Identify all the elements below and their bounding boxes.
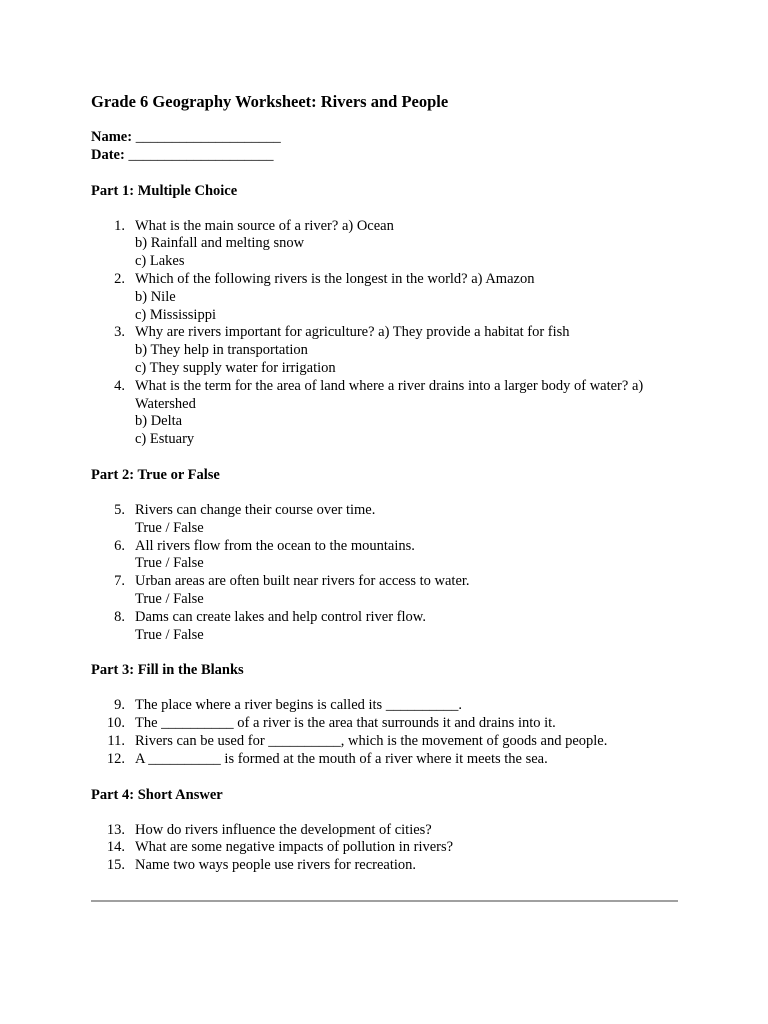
question-text: Urban areas are often built near rivers for access to water.: [135, 573, 470, 590]
question-item: [91, 573, 679, 609]
question-text: The __________ of a river is the area that surrounds it and drains into it.: [135, 715, 556, 732]
date-blank: ____________________: [128, 146, 274, 163]
date-label: Date:: [91, 146, 125, 163]
question-text: Which of the following rivers is the longest in the world? a) Amazon: [135, 270, 535, 287]
question-item: [91, 324, 679, 377]
question-option: True / False: [135, 555, 204, 572]
question-item: [91, 378, 679, 449]
question-number: 12.: [106, 750, 125, 767]
question-option: b) They help in transportation: [135, 342, 308, 359]
question-text: What is the main source of a river? a) Ocean: [135, 217, 394, 234]
date-field: [91, 147, 679, 165]
question-item: [91, 502, 679, 538]
question-option: True / False: [135, 590, 204, 607]
question-text: Rivers can change their course over time.: [135, 501, 376, 518]
question-text: A __________ is formed at the mouth of a river where it meets the sea.: [135, 750, 548, 767]
question-number: 3.: [114, 324, 125, 341]
question-list: [91, 822, 679, 875]
question-option: c) They supply water for irrigation: [135, 359, 336, 376]
question-item: [91, 697, 679, 715]
question-number: 6.: [114, 537, 125, 554]
question-number: 7.: [114, 573, 125, 590]
question-number: 5.: [114, 501, 125, 518]
question-option: b) Nile: [135, 288, 176, 305]
question-item: [91, 733, 679, 751]
worksheet-part-1: [91, 182, 679, 449]
name-label: Name:: [91, 129, 133, 145]
question-item: [91, 751, 679, 769]
question-text: What is the term for the area of land where a river drains into a larger body of water? a): [135, 377, 644, 394]
question-option: c) Mississippi: [135, 306, 216, 323]
question-option: c) Lakes: [135, 253, 185, 270]
question-list: [91, 218, 679, 449]
question-number: 10.: [106, 715, 125, 732]
question-text: The place where a river begins is called its __________.: [135, 697, 462, 714]
question-text: How do rivers influence the development of cities?: [135, 821, 432, 838]
question-list: [91, 697, 679, 768]
question-item: [91, 839, 679, 857]
question-number: 8.: [114, 608, 125, 625]
student-info-fields: [91, 129, 679, 165]
part-heading: Part 3: Fill in the Blanks: [91, 662, 244, 679]
part-heading: Part 1: Multiple Choice: [91, 182, 238, 199]
worksheet-title: Grade 6 Geography Worksheet: Rivers and People: [91, 92, 449, 111]
worksheet-page: [91, 91, 679, 875]
horizontal-rule: [91, 900, 678, 902]
question-number: 4.: [114, 377, 125, 394]
question-number: 11.: [107, 732, 125, 749]
question-text: What are some negative impacts of pollution in rivers?: [135, 839, 454, 856]
question-item: [91, 822, 679, 840]
question-item: [91, 218, 679, 271]
question-option: True / False: [135, 626, 204, 643]
question-option: b) Delta: [135, 413, 183, 430]
part-heading: Part 2: True or False: [91, 466, 220, 483]
name-blank: ____________________: [135, 129, 281, 145]
part-heading: Part 4: Short Answer: [91, 786, 223, 803]
question-option: True / False: [135, 519, 204, 536]
question-option: Watershed: [135, 395, 196, 412]
question-text: All rivers flow from the ocean to the mountains.: [135, 537, 415, 554]
question-number: 15.: [106, 857, 125, 874]
worksheet-part-3: [91, 661, 679, 768]
question-number: 14.: [106, 839, 125, 856]
question-list: [91, 502, 679, 644]
question-number: 9.: [114, 697, 125, 714]
question-text: Dams can create lakes and help control river flow.: [135, 608, 426, 625]
question-item: [91, 715, 679, 733]
worksheet-part-2: [91, 466, 679, 644]
question-item: [91, 271, 679, 324]
question-item: [91, 609, 679, 645]
question-text: Rivers can be used for __________, which is the movement of goods and people.: [135, 732, 608, 749]
question-number: 1.: [114, 217, 125, 234]
question-item: [91, 857, 679, 875]
worksheet-part-4: [91, 786, 679, 875]
question-option: c) Estuary: [135, 431, 195, 448]
question-text: Name two ways people use rivers for recreation.: [135, 857, 417, 874]
question-text: Why are rivers important for agriculture? a) They provide a habitat for fish: [135, 324, 570, 341]
question-number: 2.: [114, 270, 125, 287]
question-number: 13.: [106, 821, 125, 838]
question-option: b) Rainfall and melting snow: [135, 235, 305, 252]
worksheet-parts: [91, 182, 679, 875]
name-field: [91, 129, 679, 147]
question-item: [91, 538, 679, 574]
